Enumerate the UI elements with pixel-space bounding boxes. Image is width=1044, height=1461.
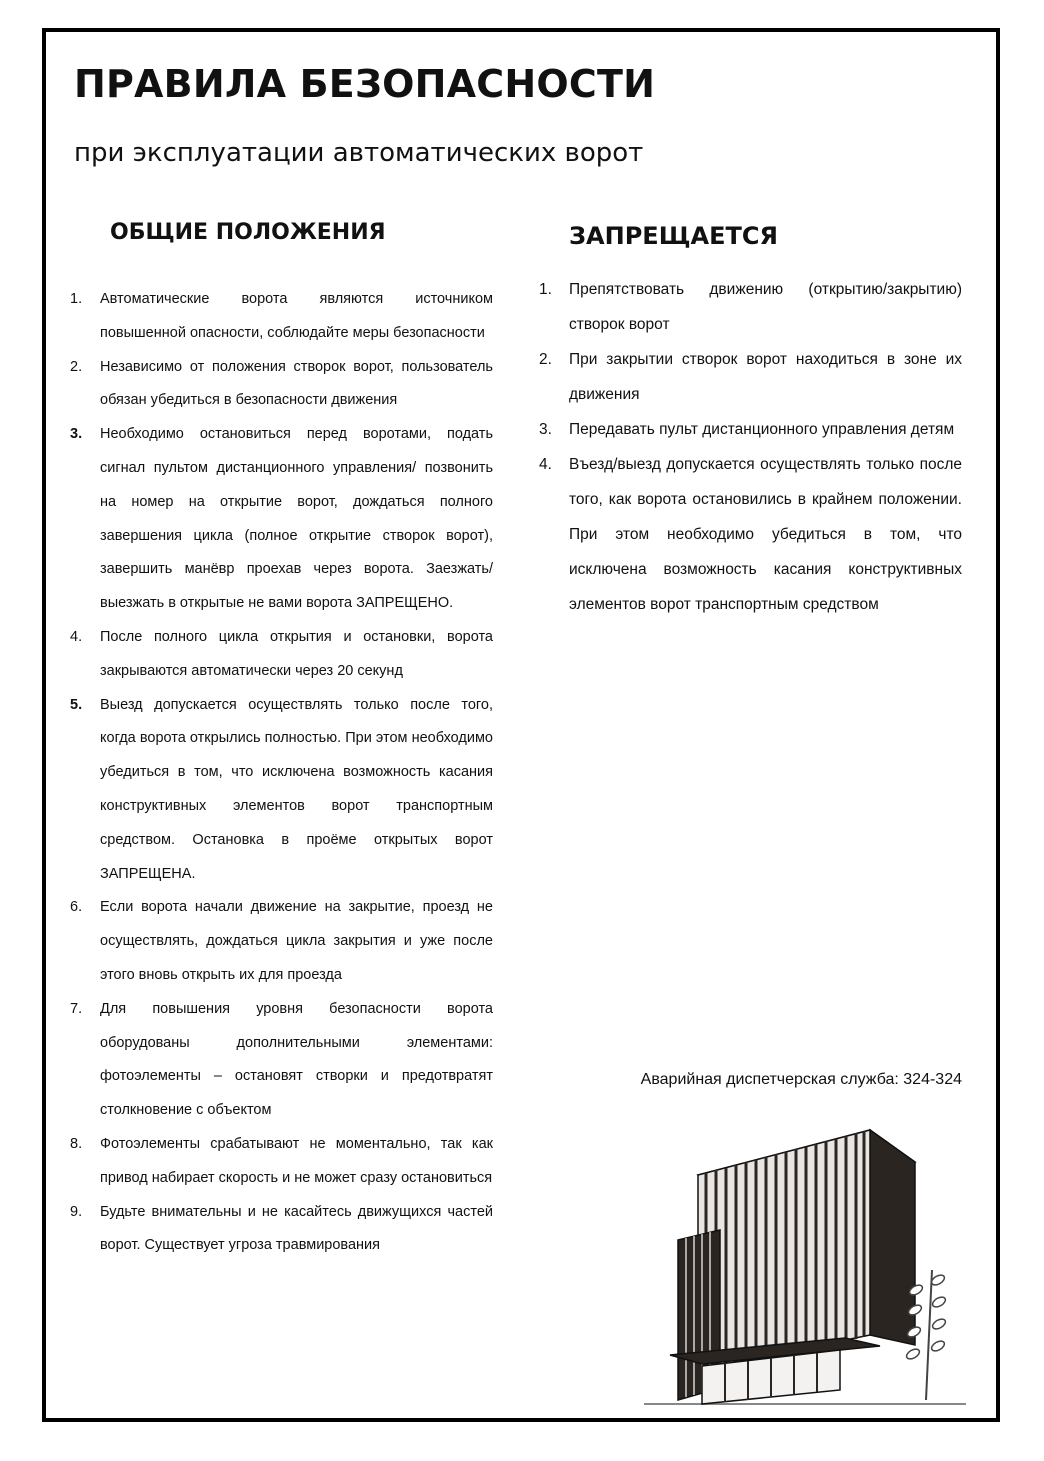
list-item	[68, 283, 493, 351]
list-item	[537, 412, 962, 447]
item-number: 3.	[70, 426, 83, 443]
list-item	[68, 689, 493, 892]
item-number: 4.	[539, 456, 552, 473]
item-text: Автоматические ворота являются источником повышенной опасности, соблюдайте меры безопасности	[100, 291, 493, 341]
item-text: Для повышения уровня безопасности ворота оборудованы дополнительными элементами: фотоэлементы – остановят створки и предотвратят столкновение с объектом	[100, 1000, 493, 1119]
item-number: 2.	[70, 358, 83, 375]
forbidden-rules-list	[537, 272, 962, 622]
item-number: 8.	[70, 1135, 83, 1152]
list-item	[68, 418, 493, 621]
item-text: Если ворота начали движение на закрытие, проезд не осуществлять, дождаться цикла закрытия и уже после этого вновь открыть их для проезда	[100, 899, 493, 983]
list-item	[68, 1196, 493, 1264]
item-text: Препятствовать движению (открытию/закрытию) створок ворот	[569, 281, 962, 333]
list-item	[537, 272, 962, 342]
list-item	[68, 1128, 493, 1196]
item-text: Въезд/выезд допускается осуществлять только после того, как ворота остановились в крайнем положении. При этом необходимо убедиться в том, что исключена возможность касания конструктивных элементов ворот транспортным средством	[569, 456, 962, 613]
general-heading: ОБЩИЕ ПОЛОЖЕНИЯ	[110, 220, 386, 245]
emergency-dispatch-phone: Аварийная диспетчерская служба: 324-324	[640, 1071, 962, 1088]
item-number: 5.	[70, 696, 83, 713]
list-item	[68, 993, 493, 1128]
item-text: Необходимо остановиться перед воротами, подать сигнал пультом дистанционного управления/ позвонить на номер на открытие ворот, дождаться полного завершения цикла (полное открытие створок ворот), завершить манёвр проехав через ворота. Заезжать/выезжать в открытые не вами ворота ЗАПРЕЩЕНО.	[100, 426, 493, 612]
office-building-icon	[640, 1120, 970, 1412]
page-title: ПРАВИЛА БЕЗОПАСНОСТИ	[74, 62, 656, 106]
item-text: Фотоэлементы срабатывают не моментально, так как привод набирает скорость и не может сразу остановиться	[100, 1135, 493, 1186]
list-item	[68, 351, 493, 419]
item-number: 6.	[70, 899, 83, 916]
item-number: 2.	[539, 351, 552, 368]
item-number: 1.	[70, 291, 83, 307]
list-item	[537, 447, 962, 622]
list-item	[68, 891, 493, 992]
item-text: Независимо от положения створок ворот, пользователь обязан убедиться в безопасности движения	[100, 358, 493, 409]
item-number: 9.	[70, 1203, 83, 1220]
item-text: Передавать пульт дистанционного управления детям	[569, 421, 955, 438]
item-text: Выезд допускается осуществлять только после того, когда ворота открылись полностью. При этом необходимо убедиться в том, что исключена возможность касания конструктивных элементов ворот транспортным средством. Остановка в проёме открытых ворот ЗАПРЕЩЕНА.	[100, 696, 493, 882]
forbidden-heading: ЗАПРЕЩАЕТСЯ	[569, 222, 778, 250]
page-subtitle: при эксплуатации автоматических ворот	[74, 138, 644, 168]
item-text: После полного цикла открытия и остановки, ворота закрываются автоматически через 20 секунд	[100, 628, 493, 679]
item-number: 3.	[539, 421, 552, 438]
item-text: При закрытии створок ворот находиться в зоне их движения	[569, 351, 962, 403]
item-number: 4.	[70, 628, 83, 645]
list-item	[537, 342, 962, 412]
item-number: 1.	[539, 281, 552, 298]
list-item	[68, 621, 493, 689]
item-text: Будьте внимательны и не касайтесь движущихся частей ворот. Существует угроза травмирования	[100, 1203, 493, 1254]
general-rules-list	[68, 283, 493, 1263]
item-number: 7.	[70, 1000, 83, 1017]
